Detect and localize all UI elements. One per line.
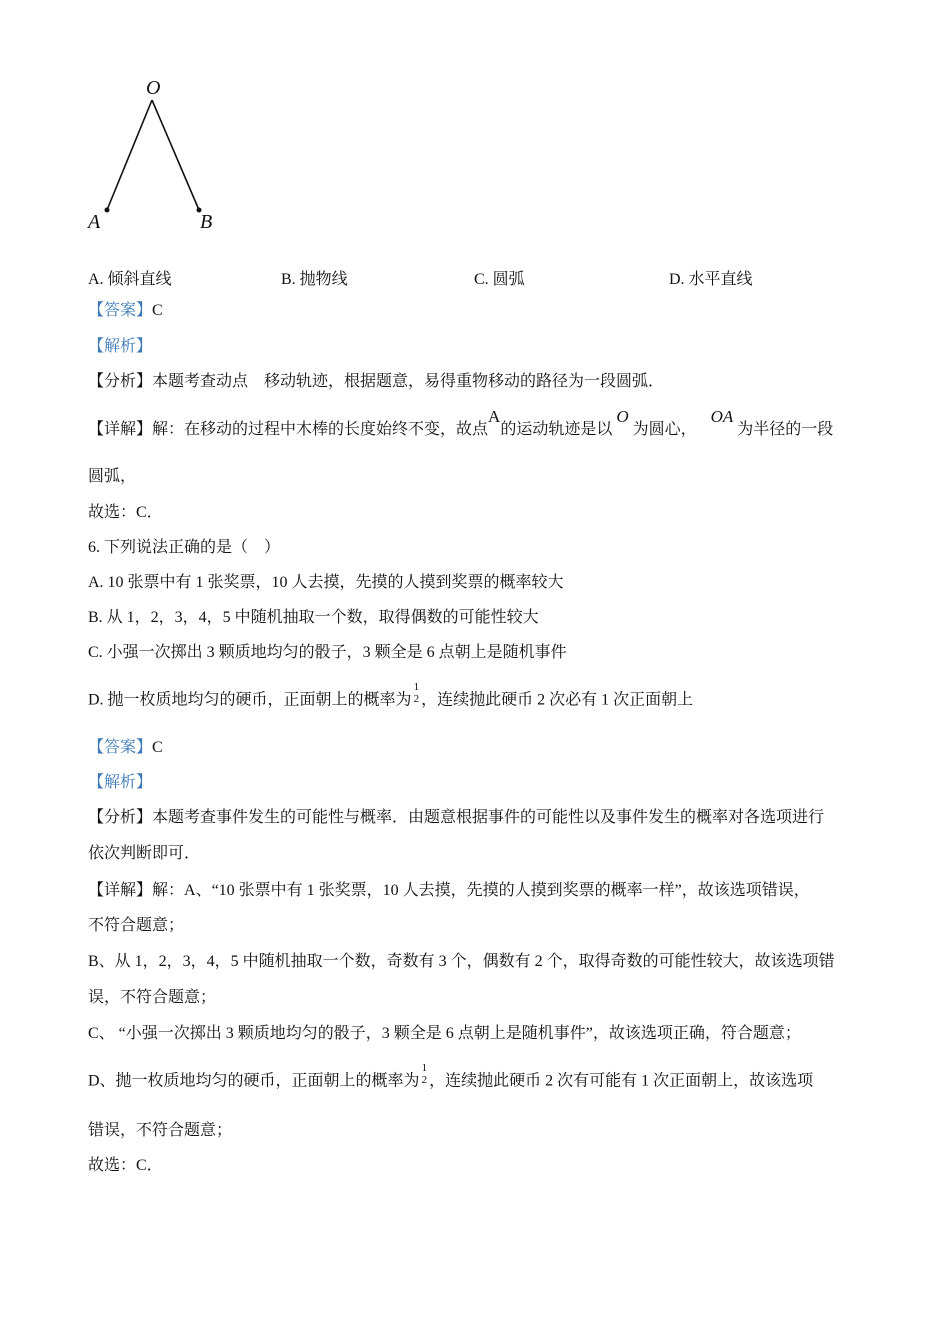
- q5-option-b: B. 抛物线: [281, 271, 348, 288]
- q5-conclusion: 故选：C．: [88, 504, 163, 521]
- segment-oa: [107, 100, 152, 210]
- q6-analysis: [88, 807, 824, 829]
- jiexi-tag: 【解析】: [88, 774, 153, 791]
- detail-d-text-1: D、抛一枚质地均匀的硬币，正面朝上的概率为: [88, 1072, 420, 1090]
- q6-detail-b: B、从 1，2，3，4，5 中随机抽取一个数，奇数有 3 个，偶数有 2 个，取得奇数的可能性较大，故该选项错: [88, 953, 835, 970]
- fraction-one-half-2: [422, 1062, 428, 1086]
- q6-detail-a-cont: 不符合题意；: [88, 917, 185, 934]
- q5-options: [88, 266, 888, 288]
- analysis-text: 本题考查动点 移动轨迹，根据题意，易得重物移动的路径为一段圆弧．: [152, 373, 665, 390]
- fraction-numerator: 1: [413, 681, 420, 693]
- option-d-text-2: ，连续抛此硬币 2 次必有 1 次正面朝上: [421, 691, 694, 709]
- q6-detail-d: [88, 1062, 814, 1094]
- q5-jiexi: [88, 336, 152, 358]
- q5-answer: [88, 300, 163, 322]
- jiexi-tag: 【解析】: [88, 338, 153, 355]
- q5-detail-cont: 圆弧，: [88, 468, 137, 485]
- q6-detail-b-cont: 误，不符合题意；: [88, 989, 217, 1006]
- q5-detail: [88, 407, 834, 441]
- detail-tag: 【详解】: [88, 421, 153, 438]
- fraction-one-half: [414, 681, 420, 705]
- q6-question: 6. 下列说法正确的是（ ）: [88, 539, 281, 556]
- segment-ob: [152, 100, 199, 210]
- answer-tag: 【答案】: [88, 739, 153, 756]
- detail-text-3: 为圆心，: [632, 421, 697, 438]
- detail-text-2: 的运动轨迹是以: [500, 421, 613, 438]
- q6-detail-a: [88, 880, 810, 902]
- q6-detail-d-cont: 错误，不符合题意；: [88, 1122, 233, 1139]
- answer-value: C: [152, 302, 163, 319]
- analysis-text-1: 本题考查事件发生的可能性与概率．由题意根据事件的可能性以及事件发生的概率对各选项进行: [152, 809, 825, 826]
- analysis-tag: 【分析】: [88, 809, 153, 826]
- symbol-oa: OA: [710, 407, 734, 426]
- q6-detail-c: C、 “小强一次掷出 3 颗质地均匀的骰子，3 颗全是 6 点朝上是随机事件”，故该选项正确，符合题意；: [88, 1025, 801, 1042]
- analysis-tag: 【分析】: [88, 373, 153, 390]
- label-a: A: [88, 211, 101, 233]
- detail-a-text: 解：A、“10 张票中有 1 张奖票，10 人去摸，先摸的人摸到奖票的概率一样”，故该选项错误，: [152, 882, 810, 899]
- q6-analysis-cont: 依次判断即可．: [88, 845, 201, 862]
- answer-value: C: [152, 739, 163, 756]
- q5-option-c: C. 圆弧: [474, 271, 525, 288]
- detail-d-text-2: ，连续抛此硬币 2 次有可能有 1 次正面朝上，故该选项: [429, 1072, 814, 1090]
- q6-option-a: A. 10 张票中有 1 张奖票，10 人去摸，先摸的人摸到奖票的概率较大: [88, 574, 564, 591]
- q5-option-a: A. 倾斜直线: [88, 271, 172, 288]
- q5-analysis: [88, 371, 664, 393]
- option-d-text-1: D. 抛一枚质地均匀的硬币，正面朝上的概率为: [88, 691, 412, 709]
- fraction-denominator: 2: [421, 1074, 428, 1086]
- label-o: O: [146, 77, 161, 99]
- symbol-a: A: [488, 407, 501, 426]
- q6-option-c: C. 小强一次掷出 3 颗质地均匀的骰子，3 颗全是 6 点朝上是随机事件: [88, 644, 567, 661]
- q6-option-d: [88, 681, 694, 713]
- label-b: B: [200, 211, 213, 233]
- q5-option-d: D. 水平直线: [669, 271, 753, 288]
- symbol-o: O: [616, 407, 629, 426]
- fraction-denominator: 2: [413, 693, 420, 705]
- q6-conclusion: 故选：C．: [88, 1157, 163, 1174]
- q6-answer: [88, 737, 163, 759]
- detail-tag: 【详解】: [88, 882, 153, 899]
- detail-text-4: 为半径的一段: [737, 421, 834, 438]
- fraction-numerator: 1: [421, 1062, 428, 1074]
- answer-tag: 【答案】: [88, 302, 153, 319]
- geometry-figure: [82, 70, 232, 240]
- q6-option-b: B. 从 1，2，3，4，5 中随机抽取一个数，取得偶数的可能性较大: [88, 609, 539, 626]
- detail-text-1: 解：在移动的过程中木棒的长度始终不变，故点: [152, 421, 489, 438]
- point-a: [105, 208, 110, 213]
- q6-jiexi: [88, 772, 152, 794]
